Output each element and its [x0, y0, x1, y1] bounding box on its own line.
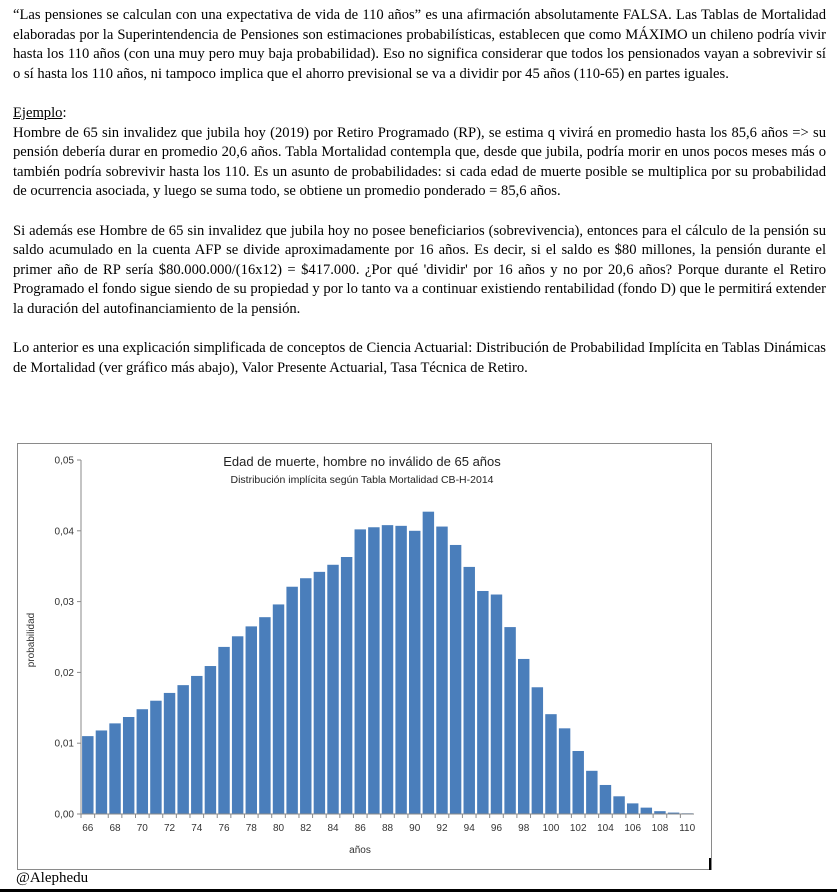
x-axis-label: años — [349, 845, 371, 856]
example-heading: Ejemplo — [13, 104, 63, 121]
y-tick-label: 0,04 — [54, 526, 74, 538]
bar-age-101 — [559, 728, 570, 814]
bar-age-74 — [191, 676, 202, 814]
bar-age-75 — [205, 666, 216, 814]
bar-age-81 — [286, 587, 297, 814]
x-tick-label: 86 — [354, 823, 366, 834]
mortality-chart — [17, 443, 712, 870]
x-tick-label: 92 — [436, 823, 448, 834]
paragraph-example: Hombre de 65 sin invalidez que jubila hoy (2019) por Retiro Programado (RP), se estima q vivirá en promedio hasta los 85,6 años => su pensión debería durar en promedio 20,6 años. Tabla Mortalidad contempla que, desde que jubila, podría morir en unos pocos meses más o también podría sobrevivir hasta los 110. Es un asunto de probabilidades: si cada edad de muerte posible se multiplica por su probabilidad de ocurrencia asociada, y luego se suma todo, se obtiene un promedio ponderado = 85,6 años. — [13, 124, 826, 200]
paragraph-calculation: Si además ese Hombre de 65 sin invalidez que jubila hoy no posee beneficiarios (sobrevivencia), entonces para el cálculo de la pensión su saldo acumulado en la cuenta AFP se divide aproximadamente por 16 años. Es decir, si el saldo es $80 millones, la pensión durante el primer año de RP sería $80.000.000/(16x12) = $417.000. ¿Por qué 'dividir' por 16 años y no por 20,6 años? Porque durante el Retiro Programado el fondo sigue siendo de su propiedad y por lo tanto va a continuar existiendo rentabilidad (fondo D) que le permitirá extender la duración del autofinanciamiento de la pensión. — [13, 222, 826, 317]
bar-age-73 — [177, 685, 188, 814]
x-tick-label: 70 — [136, 823, 148, 834]
bar-age-87 — [368, 527, 379, 814]
bar-age-86 — [355, 529, 366, 814]
x-tick-label: 78 — [245, 823, 257, 834]
bar-age-103 — [586, 771, 597, 814]
x-tick-label: 74 — [191, 823, 203, 834]
bar-age-96 — [491, 595, 502, 814]
x-tick-label: 102 — [569, 823, 587, 834]
x-tick-label: 66 — [82, 823, 94, 834]
bar-age-89 — [395, 526, 406, 814]
bar-age-72 — [164, 693, 175, 814]
x-tick-label: 68 — [109, 823, 121, 834]
y-tick-label: 0,00 — [54, 809, 74, 821]
bar-age-104 — [600, 785, 611, 814]
x-tick-label: 82 — [300, 823, 312, 834]
bar-age-68 — [109, 723, 120, 814]
example-heading-line — [13, 104, 826, 124]
chart-subtitle: Distribución implícita según Tabla Mortalidad CB-H-2014 — [230, 474, 494, 486]
x-tick-label: 98 — [518, 823, 530, 834]
bar-age-80 — [273, 604, 284, 814]
bar-age-97 — [504, 627, 515, 814]
x-tick-label: 108 — [651, 823, 669, 834]
chart-canvas — [18, 444, 711, 869]
bar-age-92 — [436, 527, 447, 814]
x-tick-label: 94 — [463, 823, 475, 834]
bar-age-66 — [82, 736, 93, 814]
author-signature: @Alephedu — [16, 870, 89, 886]
bar-age-70 — [137, 709, 148, 814]
bar-age-106 — [627, 803, 638, 814]
bar-age-105 — [613, 796, 624, 814]
bar-age-69 — [123, 717, 134, 814]
x-tick-label: 84 — [327, 823, 339, 834]
bar-age-79 — [259, 617, 270, 814]
x-tick-label: 80 — [272, 823, 285, 834]
bar-age-88 — [382, 525, 393, 814]
y-tick-label: 0,01 — [54, 738, 74, 750]
x-axis-ticks — [81, 814, 696, 834]
x-tick-label: 88 — [381, 823, 394, 834]
bar-age-78 — [246, 626, 257, 814]
bar-series — [82, 512, 693, 814]
x-tick-label: 72 — [163, 823, 176, 834]
paragraph-spacer — [13, 202, 826, 222]
bar-age-85 — [341, 557, 352, 814]
bar-age-100 — [545, 714, 556, 814]
bar-age-98 — [518, 659, 529, 814]
x-tick-label: 96 — [490, 823, 503, 834]
paragraph-concepts: Lo anterior es una explicación simplificada de conceptos de Ciencia Actuarial: Distribución de Probabilidad Implícita en Tablas Dinámicas de Mortalidad (ver gráfico más abajo), Valor Presente Actuarial, Tasa Técnica de Retiro. — [13, 340, 826, 376]
bar-age-93 — [450, 545, 461, 814]
example-heading-colon: : — [62, 104, 67, 121]
bar-age-107 — [641, 808, 652, 814]
x-tick-label: 76 — [218, 823, 230, 834]
bar-age-77 — [232, 636, 243, 814]
x-tick-label: 90 — [409, 823, 421, 834]
bar-age-71 — [150, 701, 161, 814]
bar-age-83 — [314, 572, 325, 814]
y-tick-label: 0,02 — [54, 667, 74, 679]
bar-age-99 — [532, 687, 543, 814]
bar-age-84 — [327, 565, 338, 814]
paragraph-spacer — [13, 84, 826, 104]
y-axis-ticks — [55, 456, 81, 821]
x-tick-label: 104 — [597, 823, 614, 834]
document-body — [13, 6, 826, 378]
chart-title: Edad de muerte, hombre no inválido de 65 años — [223, 454, 501, 469]
paragraph-intro: “Las pensiones se calculan con una expectativa de vida de 110 años” es una afirmación absolutamente FALSA. Las Tablas de Mortalidad elaboradas por la Superintendencia de Pensiones son estimaciones probabilísticas, establecen que como MÁXIMO un chileno podría vivir hasta los 110 años (con una muy pero muy baja probabilidad). Eso no significa considerar que todos los pensionados vayan a sobrevivir sí o sí hasta los 110 años, ni tampoco implica que el ahorro previsional se va a dividir por 45 años (110-65) en partes iguales. — [13, 7, 826, 82]
bar-age-95 — [477, 591, 488, 814]
bar-age-76 — [218, 647, 229, 814]
bar-age-94 — [464, 567, 475, 814]
x-tick-label: 110 — [679, 823, 696, 834]
bar-age-102 — [572, 751, 583, 814]
bar-age-67 — [96, 730, 107, 814]
bar-age-91 — [423, 512, 434, 814]
x-tick-label: 106 — [624, 823, 642, 834]
chart-edge-mark — [709, 858, 711, 870]
bar-age-90 — [409, 531, 420, 814]
x-tick-label: 100 — [542, 823, 560, 834]
y-axis-label: probabilidad — [26, 612, 37, 668]
bar-age-82 — [300, 578, 311, 814]
y-tick-label: 0,05 — [54, 455, 74, 467]
paragraph-spacer — [13, 320, 826, 340]
y-tick-label: 0,03 — [54, 597, 74, 609]
